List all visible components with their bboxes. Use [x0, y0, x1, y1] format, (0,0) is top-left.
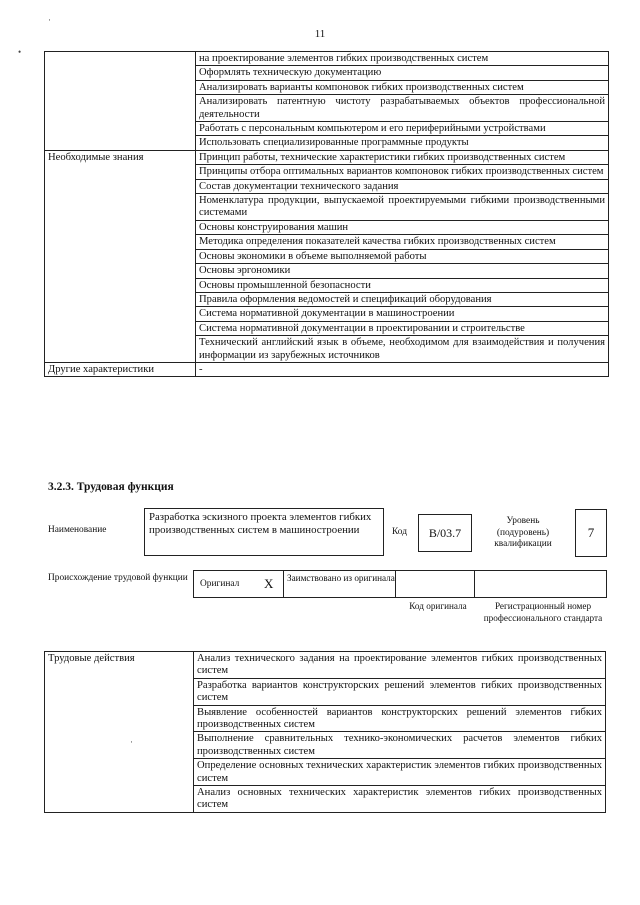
- scan-mark: ·: [130, 737, 133, 747]
- scan-mark: •: [18, 47, 22, 57]
- name-value: Разработка эскизного проекта элементов гибких производственных систем в машиностроении: [149, 511, 372, 536]
- actions-table: [44, 651, 606, 813]
- origin-label: Происхождение трудовой функции: [48, 573, 188, 583]
- knowledge-row: Основы эргономики: [196, 264, 609, 278]
- skill-row: Анализировать патентную чистоту разрабатываемых объектов профессиональной деятельности: [196, 95, 609, 122]
- skill-row: Анализировать варианты компоновок гибких производственных систем: [196, 80, 609, 94]
- skill-row: Работать с персональным компьютером и его периферийными устройствами: [196, 122, 609, 136]
- level-label: Уровень (подуровень) квалификации: [494, 516, 552, 549]
- skill-row: Оформлять техническую документацию: [196, 66, 609, 80]
- name-label: Наименование: [48, 525, 107, 535]
- original-label: Оригинал: [200, 579, 240, 589]
- knowledge-row: Принципы отбора оптимальных вариантов компоновок гибких производственных систем: [196, 165, 609, 179]
- action-row: Анализ технического задания на проектирование элементов гибких производственных систем: [194, 652, 606, 679]
- action-row: Определение основных технических характеристик элементов гибких производственных систем: [194, 759, 606, 786]
- action-row: Выполнение сравнительных технико-экономических расчетов элементов гибких производственных систем: [194, 732, 606, 759]
- code-value: B/03.7: [428, 526, 462, 540]
- section-title: 3.2.3. Трудовая функция: [48, 481, 174, 493]
- knowledge-row: Основы конструирования машин: [196, 220, 609, 234]
- borrowed-label: Заимствовано из оригинала: [287, 573, 395, 583]
- knowledge-row: Технический английский язык в объеме, необходимом для взаимодействия и получения информации из зарубежных источников: [196, 336, 609, 363]
- origin-box: [193, 570, 607, 598]
- reg-caption: Регистрационный номер профессионального стандарта: [483, 601, 603, 623]
- action-row: Анализ основных технических характеристик элементов гибких производственных систем: [194, 786, 606, 813]
- level-box: [575, 509, 607, 557]
- skills-label-cell: [45, 52, 196, 151]
- knowledge-row: Методика определения показателей качества гибких производственных систем: [196, 235, 609, 249]
- knowledge-row: Система нормативной документации в машиностроении: [196, 307, 609, 321]
- knowledge-label: Необходимые знания: [45, 150, 196, 362]
- actions-label: Трудовые действия: [45, 652, 194, 813]
- action-row: Разработка вариантов конструкторских решений элементов гибких производственных систем: [194, 678, 606, 705]
- knowledge-row: Номенклатура продукции, выпускаемой проектируемыми гибкими производственными системами: [196, 194, 609, 221]
- code-box: [418, 514, 472, 552]
- skill-row: на проектирование элементов гибких производственных систем: [196, 52, 609, 66]
- action-row: Выявление особенностей вариантов конструкторских решений элементов гибких производственных систем: [194, 705, 606, 732]
- original-mark: X: [264, 576, 274, 591]
- knowledge-row: Основы промышленной безопасности: [196, 278, 609, 292]
- knowledge-row: Состав документации технического задания: [196, 179, 609, 193]
- divider: [474, 571, 475, 597]
- name-box: [144, 508, 384, 556]
- knowledge-row: Система нормативной документации в проектировании и строительстве: [196, 321, 609, 335]
- divider: [283, 571, 284, 597]
- other-label: Другие характеристики: [45, 362, 196, 376]
- skill-row: Использовать специализированные программные продукты: [196, 136, 609, 150]
- scan-mark: ·: [48, 15, 51, 25]
- code-caption: Код оригинала: [409, 601, 467, 611]
- other-value: -: [196, 362, 609, 376]
- divider: [395, 571, 396, 597]
- level-value: 7: [587, 525, 595, 540]
- page-number: 11: [314, 28, 326, 40]
- skills-knowledge-table: [44, 51, 609, 377]
- knowledge-row: Основы экономики в объеме выполняемой работы: [196, 249, 609, 263]
- code-label: Код: [392, 527, 407, 537]
- knowledge-row: Правила оформления ведомостей и спецификаций оборудования: [196, 292, 609, 306]
- knowledge-row: Принцип работы, технические характеристики гибких производственных систем: [196, 150, 609, 164]
